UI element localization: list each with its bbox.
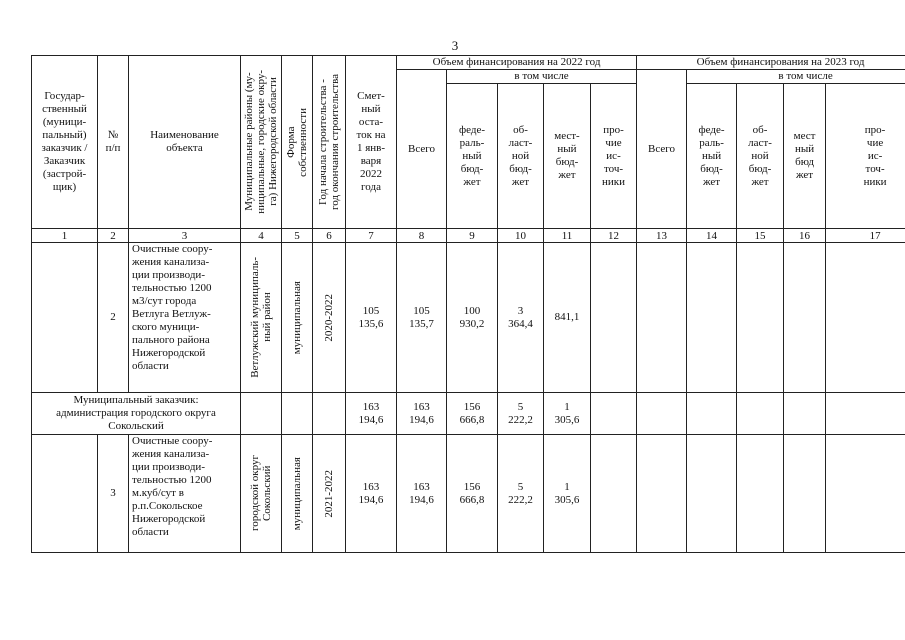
header-local-2022: мест- ный бюд- жет xyxy=(544,84,591,229)
table-row xyxy=(32,243,905,393)
local-2022: 841,1 xyxy=(544,243,591,393)
column-number: 17 xyxy=(826,229,905,243)
row-number: 2 xyxy=(98,243,129,393)
column-number: 7 xyxy=(346,229,397,243)
header-regional-2023: об- ласт- ной бюд- жет xyxy=(737,84,784,229)
header-other-2022: про- чие ис- точ- ники xyxy=(591,84,637,229)
page-number: 3 xyxy=(451,38,459,53)
total-2022: 163 194,6 xyxy=(397,435,447,553)
column-number: 5 xyxy=(282,229,313,243)
header-including-2023: в том числе xyxy=(687,70,905,84)
local-2022: 1 305,6 xyxy=(544,393,591,435)
header-ownership: Форма собственности xyxy=(282,56,313,229)
regional-2022: 3 364,4 xyxy=(498,243,544,393)
header-years: Год начала строительства - год окончания строительства xyxy=(313,56,346,229)
column-number: 15 xyxy=(737,229,784,243)
ownership: муниципальная xyxy=(282,243,313,393)
district: городской округ Сокольский xyxy=(241,435,282,553)
subtotal-label: Муниципальный заказчик: администрация городского округа Сокольский xyxy=(32,393,241,435)
column-number: 8 xyxy=(397,229,447,243)
header-financing-2022: Объем финансирования на 2022 год xyxy=(397,56,637,70)
regional-2022: 5 222,2 xyxy=(498,393,544,435)
header-regional-2022: об- ласт- ной бюд- жет xyxy=(498,84,544,229)
years: 2020-2022 xyxy=(313,243,346,393)
column-number: 9 xyxy=(447,229,498,243)
estimate-balance: 163 194,6 xyxy=(346,435,397,553)
column-number: 4 xyxy=(241,229,282,243)
table-row xyxy=(32,435,905,553)
total-2022: 163 194,6 xyxy=(397,393,447,435)
header-federal-2023: феде- раль- ный бюд- жет xyxy=(687,84,737,229)
column-number: 14 xyxy=(687,229,737,243)
header-other-2023: про- чие ис- точ- ники xyxy=(826,84,905,229)
header-customer: Государ- ственный (муници- пальный) заказчик / Заказчик (застрой- щик) xyxy=(32,56,98,229)
header-total-2023: Всего xyxy=(637,70,687,229)
estimate-balance: 163 194,6 xyxy=(346,393,397,435)
row-number: 3 xyxy=(98,435,129,553)
column-number: 11 xyxy=(544,229,591,243)
header-districts: Муниципальные районы (му- ниципальные, городские окру- га) Нижегородской области xyxy=(241,56,282,229)
header-object-name: Наименование объекта xyxy=(129,56,241,229)
column-number: 6 xyxy=(313,229,346,243)
header-including-2022: в том числе xyxy=(447,70,637,84)
ownership: муниципальная xyxy=(282,435,313,553)
total-2022: 105 135,7 xyxy=(397,243,447,393)
federal-2022: 100 930,2 xyxy=(447,243,498,393)
years: 2021-2022 xyxy=(313,435,346,553)
local-2022: 1 305,6 xyxy=(544,435,591,553)
column-number: 2 xyxy=(98,229,129,243)
regional-2022: 5 222,2 xyxy=(498,435,544,553)
column-number: 1 xyxy=(32,229,98,243)
column-numbers-row xyxy=(32,229,905,243)
estimate-balance: 105 135,6 xyxy=(346,243,397,393)
column-number: 10 xyxy=(498,229,544,243)
header-total-2022: Всего xyxy=(397,70,447,229)
column-number: 3 xyxy=(129,229,241,243)
object-name: Очистные соору- жения канализа- ции производи- тельностью 1200 м.куб/сут в р.п.Сокольское Нижегородской области xyxy=(129,435,241,553)
subtotal-row xyxy=(32,393,905,435)
column-number: 16 xyxy=(784,229,826,243)
header-local-2023: мест ный бюд жет xyxy=(784,84,826,229)
header-row-number: № п/п xyxy=(98,56,129,229)
district: Ветлужский муниципаль- ный район xyxy=(241,243,282,393)
object-name: Очистные соору- жения канализа- ции производи- тельностью 1200 м3/сут города Ветлуга Ветлуж- ского муници- пального района Нижегородской области xyxy=(129,243,241,393)
financing-table xyxy=(31,55,905,553)
column-number: 12 xyxy=(591,229,637,243)
column-number: 13 xyxy=(637,229,687,243)
federal-2022: 156 666,8 xyxy=(447,435,498,553)
header-financing-2023: Объем финансирования на 2023 год xyxy=(637,56,905,70)
federal-2022: 156 666,8 xyxy=(447,393,498,435)
header-federal-2022: феде- раль- ный бюд- жет xyxy=(447,84,498,229)
header-estimate-balance: Смет- ный оста- ток на 1 янв- варя 2022 года xyxy=(346,56,397,229)
